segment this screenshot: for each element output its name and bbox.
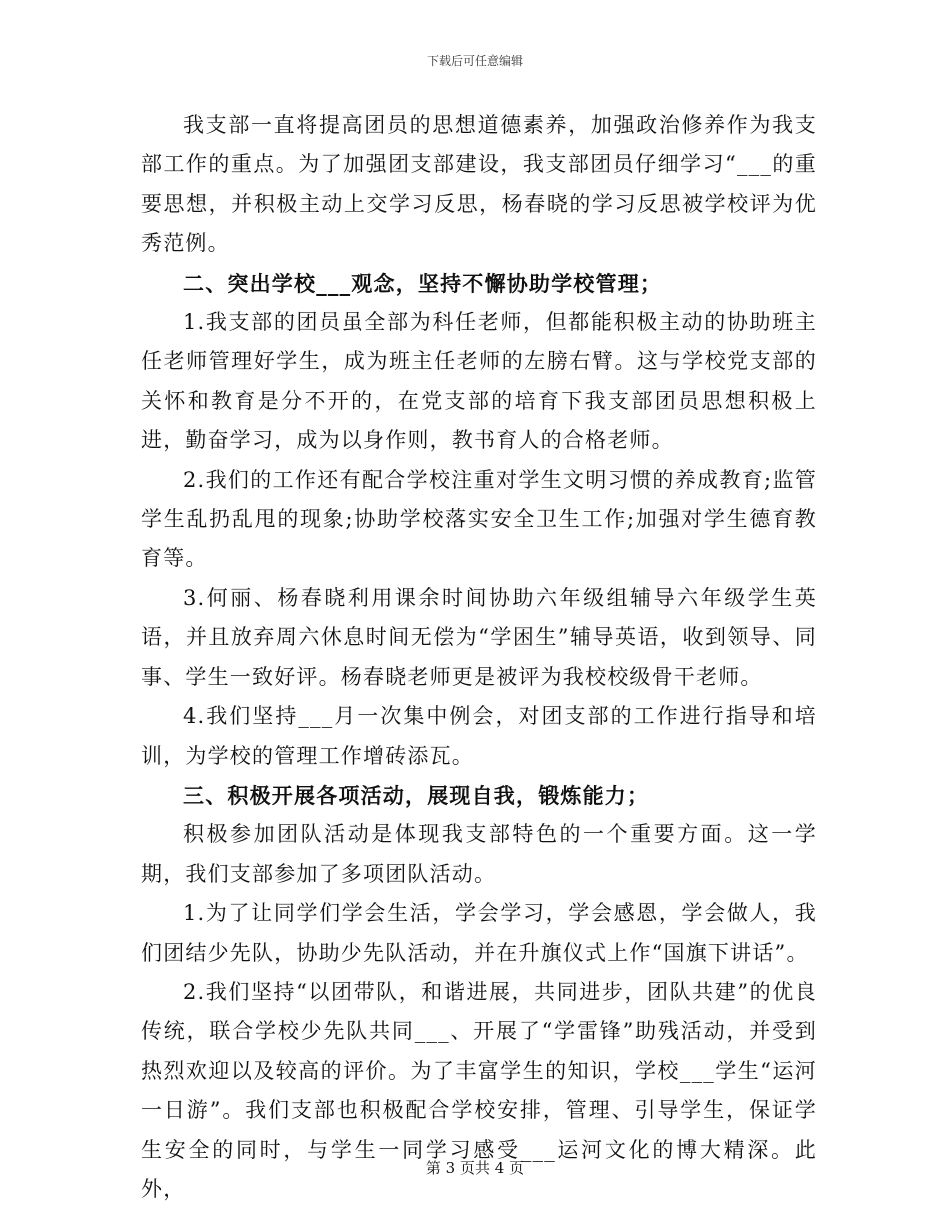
section-heading-3: 三、积极开展各项活动，展现自我，锻炼能力； xyxy=(183,782,650,808)
document-body xyxy=(141,106,817,1209)
paragraph-3-2: 2.我们坚持“以团带队，和谐进展，共同进步，团队共建”的优良传统，联合学校少先队共同___、开展了“学雷锋”助残活动，并受到热烈欢迎以及较高的评价。为了丰富学生的知识，学校___学生“运河一日游”。我们支部也积极配合学校安排，管理、引导学生，保证学生安全的同时，与学生一同学习感受___运河文化的博大精深。此外， xyxy=(141,979,817,1201)
paragraph-3-1: 1.为了让同学们学会生活，学会学习，学会感恩，学会做人，我们团结少先队，协助少先队活动，并在升旗仪式上作“国旗下讲话”。 xyxy=(141,901,817,965)
page-footer: 第 3 页共 4 页 xyxy=(425,1159,525,1177)
paragraph-2-1: 1.我支部的团员虽全部为科任老师，但都能积极主动的协助班主任老师管理好学生，成为班主任老师的左膀右臂。这与学校党支部的关怀和教育是分不开的，在党支部的培育下我支部团员思想积极上进，勤奋学习，成为以身作则，教书育人的合格老师。 xyxy=(141,310,817,453)
paragraph-2-4: 4.我们坚持___月一次集中例会，对团支部的工作进行指导和培训，为学校的管理工作增砖添瓦。 xyxy=(141,704,817,768)
paragraph-3-intro: 积极参加团队活动是体现我支部特色的一个重要方面。这一学期，我们支部参加了多项团队活动。 xyxy=(141,822,817,886)
paragraph-2-3: 3.何丽、杨春晓利用课余时间协助六年级组辅导六年级学生英语，并且放弃周六休息时间无偿为“学困生”辅导英语，收到领导、同事、学生一致好评。杨春晓老师更是被评为我校校级骨干老师。 xyxy=(141,585,817,689)
section-heading-2: 二、突出学校___观念，坚持不懈协助学校管理； xyxy=(183,270,663,296)
paragraph-2-2: 2.我们的工作还有配合学校注重对学生文明习惯的养成教育;监管学生乱扔乱甩的现象;协助学校落实安全卫生工作;加强对学生德育教育等。 xyxy=(141,467,817,571)
page-header: 下载后可任意编辑 xyxy=(426,54,523,68)
paragraph-1: 我支部一直将提高团员的思想道德素养，加强政治修养作为我支部工作的重点。为了加强团支部建设，我支部团员仔细学习“___的重要思想，并积极主动上交学习反思，杨春晓的学习反思被学校评为优秀范例。 xyxy=(141,113,817,256)
